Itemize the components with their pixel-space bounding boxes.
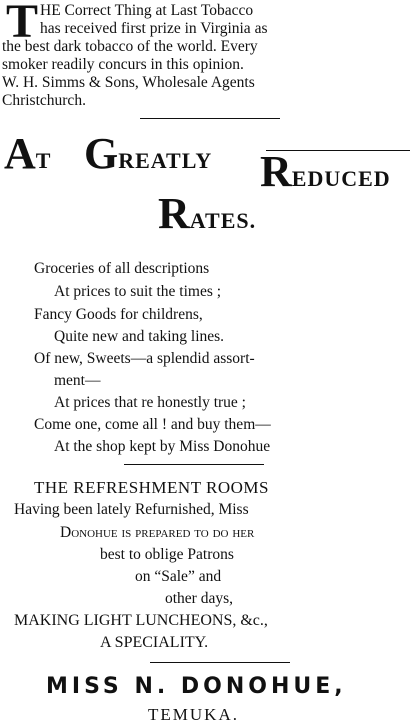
tobacco-line-6: Christchurch. [2, 92, 86, 109]
rates-line: At the shop kept by Miss Donohue [54, 438, 271, 455]
signature-place: TEMUKA. [148, 705, 239, 724]
rates-line: ment— [54, 372, 101, 389]
refreshment-line: Donohue is prepared to do her [60, 524, 255, 541]
refreshment-line: best to oblige Patrons [100, 546, 234, 563]
tobacco-line-4: smoker readily concurs in this opinion. [2, 56, 244, 73]
tobacco-line-3: the best dark tobacco of the world. Every [2, 38, 258, 55]
rates-line: Fancy Goods for childrens, [34, 306, 203, 323]
rates-line: At prices to suit the times ; [54, 283, 222, 300]
rates-line: Quite new and taking lines. [54, 328, 225, 345]
heading-at: AT [4, 129, 52, 178]
heading-greatly: GREATLY [84, 129, 213, 178]
divider-rule [140, 118, 280, 119]
refreshment-line: Having been lately Refurnished, Miss [14, 501, 249, 518]
tobacco-line-5: W. H. Simms & Sons, Wholesale Agents [2, 74, 255, 91]
refreshment-line: MAKING LIGHT LUNCHEONS, &c., [14, 612, 268, 629]
refreshment-title: THE REFRESHMENT ROOMS [34, 478, 269, 497]
tobacco-line-1: HE Correct Thing at Last Tobacco [40, 2, 254, 19]
tobacco-dropcap: T [6, 0, 39, 48]
refreshment-line: other days, [165, 590, 234, 607]
heading-rates: RATES. [158, 189, 257, 238]
divider-rule [124, 464, 264, 465]
rates-line: Groceries of all descriptions [34, 260, 210, 277]
rates-line: At prices that re honestly true ; [54, 394, 246, 411]
refreshment-line: on “Sale” and [135, 568, 222, 585]
heading-reduced: REDUCED [260, 147, 391, 196]
signature-name: MISS N. DONOHUE, [46, 674, 347, 699]
divider-rule [150, 662, 290, 663]
refreshment-line: A SPECIALITY. [100, 634, 209, 651]
rates-line: Of new, Sweets—a splendid assort- [34, 350, 255, 367]
tobacco-line-2: has received first prize in Virginia as [40, 20, 268, 37]
rates-line: Come one, come all ! and buy them— [34, 416, 271, 433]
